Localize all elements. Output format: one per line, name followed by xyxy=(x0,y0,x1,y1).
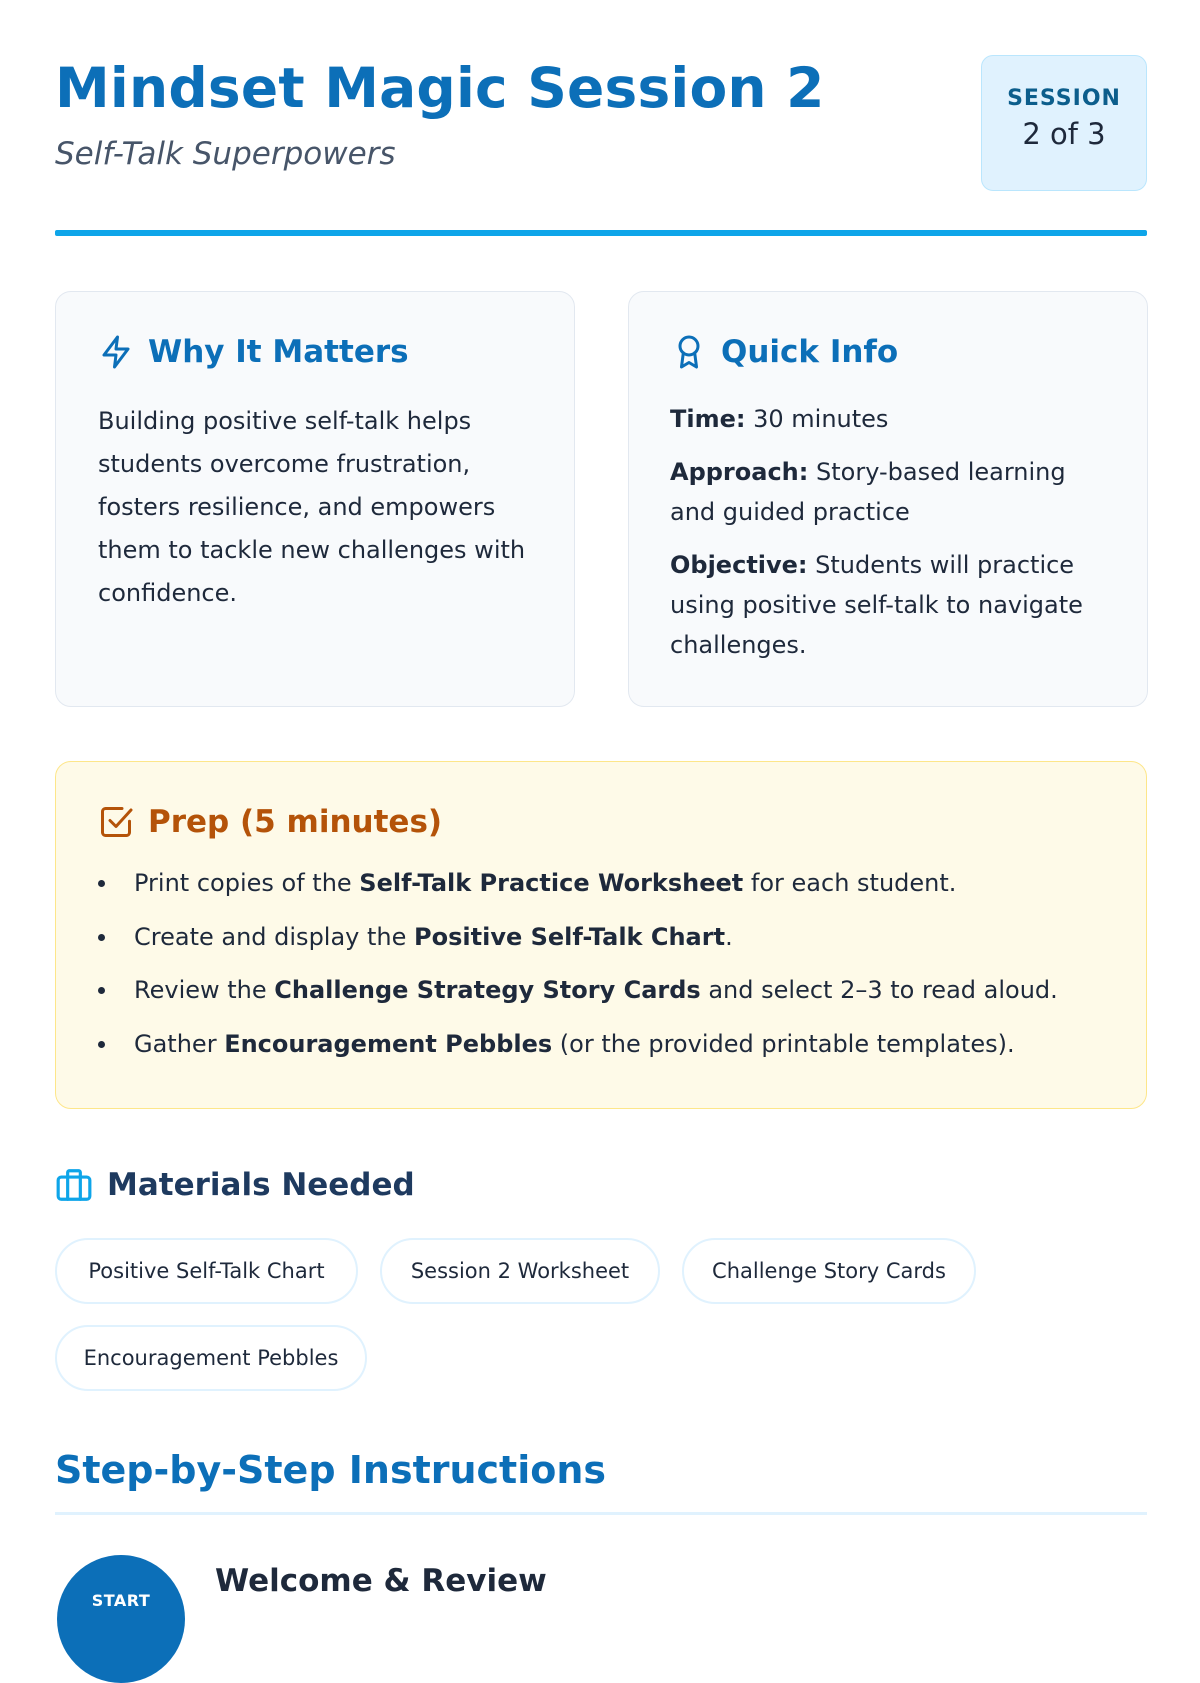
info-value: 30 minutes xyxy=(745,405,889,433)
prep-list xyxy=(98,866,1126,1080)
material-chip: Positive Self-Talk Chart xyxy=(55,1238,358,1304)
info-label: Approach: xyxy=(670,458,809,486)
prep-item-text: for each student. xyxy=(743,869,957,897)
info-value: Story-based learning and guided practice xyxy=(670,458,1066,526)
why-card-header xyxy=(98,332,409,372)
prep-section xyxy=(55,761,1147,1109)
steps-title: Step-by-Step Instructions xyxy=(55,1448,607,1492)
award-ribbon-icon xyxy=(671,334,707,370)
prep-item-text: . xyxy=(725,922,733,951)
material-chip: Challenge Story Cards xyxy=(682,1238,976,1304)
prep-item-text: (or the provided printable templates). xyxy=(552,1029,1015,1058)
lightning-icon xyxy=(98,334,134,370)
prep-item-text: Gather xyxy=(134,1029,225,1058)
prep-item-text: Review the xyxy=(134,976,275,1004)
session-label: SESSION xyxy=(1007,86,1121,111)
prep-item xyxy=(98,973,1126,1008)
quick-info-card xyxy=(628,291,1148,707)
info-label: Objective: xyxy=(670,551,808,579)
prep-item xyxy=(98,866,1126,901)
why-card-title: Why It Matters xyxy=(148,334,409,370)
checkbox-icon xyxy=(98,804,134,840)
header-divider xyxy=(55,230,1147,236)
prep-item xyxy=(98,1027,1126,1062)
quick-info-header xyxy=(671,332,898,372)
info-row-time xyxy=(670,399,1117,439)
material-chip: Session 2 Worksheet xyxy=(380,1238,660,1304)
quick-info-title: Quick Info xyxy=(721,334,899,370)
info-row-objective xyxy=(670,545,1117,665)
prep-item-bold: Self-Talk Practice Worksheet xyxy=(359,869,744,897)
materials-header xyxy=(55,1166,415,1204)
prep-item-bold: Encouragement Pebbles xyxy=(224,1029,553,1058)
session-value: 2 of 3 xyxy=(1022,117,1106,151)
prep-item-bold: Challenge Strategy Story Cards xyxy=(274,976,701,1004)
prep-header xyxy=(98,804,442,840)
prep-title: Prep (5 minutes) xyxy=(148,804,443,840)
step-title: Welcome & Review xyxy=(215,1563,547,1599)
prep-item-text: Print copies of the xyxy=(134,869,360,897)
prep-item-text: and select 2–3 to read aloud. xyxy=(700,976,1058,1004)
page-title: Mindset Magic Session 2 xyxy=(55,56,825,120)
info-row-approach xyxy=(670,452,1117,532)
briefcase-icon xyxy=(55,1166,93,1204)
prep-item xyxy=(98,920,1126,955)
why-it-matters-card xyxy=(55,291,575,707)
prep-item-bold: Positive Self-Talk Chart xyxy=(414,922,726,951)
page-subtitle: Self-Talk Superpowers xyxy=(55,136,396,172)
material-chip: Encouragement Pebbles xyxy=(55,1325,367,1391)
steps-divider xyxy=(55,1512,1147,1515)
quick-info-list xyxy=(670,399,1117,678)
prep-item-text: Create and display the xyxy=(134,922,415,951)
why-card-body: Building positive self-talk helps students overcome frustration, fosters resilience, and empowers them to tackle new challenges with confidence. xyxy=(98,407,526,607)
info-label: Time: xyxy=(670,405,746,433)
session-badge xyxy=(981,55,1147,191)
page-header xyxy=(55,52,1147,192)
info-value: Students will practice using positive self-talk to navigate challenges. xyxy=(670,551,1083,659)
step-start-badge: START xyxy=(57,1555,185,1683)
materials-title: Materials Needed xyxy=(107,1167,415,1203)
